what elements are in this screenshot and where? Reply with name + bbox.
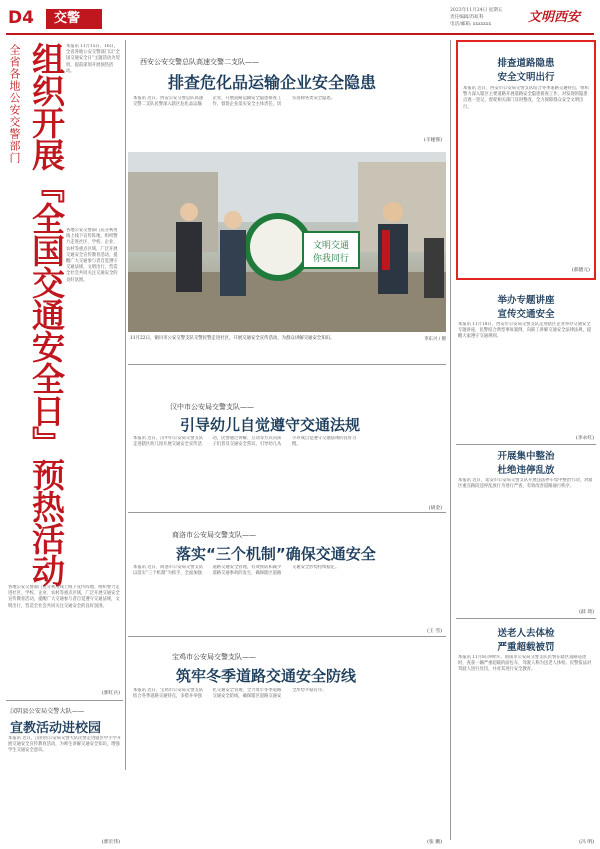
school-kicker: 汉阴县公安局交警大队—— [10,708,85,715]
divider [128,636,446,637]
divider [456,444,596,445]
side3-title-1: 送老人去体检 [497,628,555,639]
page-number: D4 [8,8,34,28]
boxed-article [456,40,596,280]
lead-body: 各地公安交警部门充分利用线上线下宣传阵地，组织警力走进社区、学校、企业、农村等重点区域，广泛开展交通安全宣传教育活动，提醒广大交通参与者自觉遵守交通法规，文明出行，营造全社会共同关注交通安全的良好氛围。 [66,228,118,283]
divider [450,40,451,840]
section-tag: 交警 [46,9,102,29]
winter-signature: (张 鹏) [427,840,442,845]
kids-kicker: 汉中市公安局交警支队—— [170,403,254,411]
contact-line: 电话/邮箱: xxxxxxx [450,22,492,27]
photo-caption: 11月22日，铜川市公安交警支队交警民警走进社区，开展交通安全宣传活动，为群众讲解交通安全知识。 [130,336,335,341]
lead-intro: 本报讯 11月15日、16日，全省各地公安交警部门以“全国交通安全日”主题活动为契机，提前谋划开展预热活动。 [66,44,120,74]
mechanism-title: 落实“三个机制”确保交通安全 [176,545,376,563]
lead-kicker: 全省各地公安交警部门 [8,44,21,164]
side2-body: 本报讯 近日，延安市公安局交警支队开展违法停车集中整治行动，对辖区重点路段违停乱放行为进行严查，有效改善道路通行秩序。 [458,478,593,490]
photo-illustration [128,152,446,332]
mechanism-signature: (王 雪) [427,629,442,634]
school-title: 宣教活动进校园 [10,721,102,736]
side2-signature: (薛 琦) [579,610,594,615]
side3-signature: (冯 明) [579,840,594,845]
date-line: 2023年11月24日 星期五 [450,8,503,13]
side3-title-2: 严重超载被罚 [497,642,555,653]
lead-continued: 各地公安交警部门充分利用线上线下宣传阵地，组织警力走进社区、学校、企业、农村等重点区域，广泛开展交通安全宣传教育活动，提醒广大交通参与者自觉遵守交通法规，文明出行，营造全社会共同关注交通安全的良好氛围。 [8,585,120,609]
sign-text-2: 你我同行 [312,254,350,264]
mechanism-body: 本报讯 近日，商洛市公安局交警支队以落实“三个机制”为抓手，全面加强道路交通安全管理，有效预防和减少道路交通事故的发生，确保辖区道路交通安全形势持续稳定。 [133,565,340,577]
hazmat-body: 本报讯 近日，西安公安交警总队高速交警二支队民警深入辖区危化品运输企业，开展道路运输安全隐患排查工作，督促企业落实安全主体责任，切实消除各类安全隐患。 [133,96,335,108]
hazmat-kicker: 西安公安交警总队高速交警二支队—— [140,58,259,66]
lead-title: 组织开展『全国交通安全日』预热活动 [27,42,66,586]
side3-body: 本报讯 11月8日9时许，渭南市公安局交警支队民警在辖区道路巡逻时，查获一辆严重超载的面包车，驾驶人称为送老人体检。民警依法对驾驶人进行处罚，并对其进行安全教育。 [458,655,592,673]
divider [6,700,123,701]
kids-signature: (胡金) [428,506,442,511]
side1-signature: (李永红) [575,436,594,441]
paper-logo: 文明西安 [528,10,581,25]
side1-body: 本报讯 11月18日，西安市公安局交警支队走进辖区企业举办交通安全专题讲座，民警结合典型事故案例，向职工讲解交通安全法律法规，提醒大家遵守交通规则。 [458,322,592,340]
divider [456,618,596,619]
editor-line: 责任编辑/苏虹科 [450,15,484,20]
hazmat-title: 排查危化品运输企业安全隐患 [168,73,377,92]
boxed-title-2: 安全文明出行 [497,72,555,83]
side2-title-1: 开展集中整治 [497,451,555,462]
lead-signature: (郭红兵) [101,691,120,696]
divider [128,364,446,365]
divider [128,512,446,513]
school-signature: (郭宏伟) [101,840,120,845]
boxed-body: 本报讯 近日，西安市公安局交警支队结合冬季道路交通特点，组织警力深入辖区主要道路开展道路安全隐患排查工作，对发现的隐患点逐一登记，督促相关部门及时整改，全力保障群众安全文明出行。 [463,86,589,110]
sign-text-1: 文明交通 [312,241,350,251]
boxed-title-1: 排查道路隐患 [497,58,555,69]
mechanism-kicker: 商洛市公安局交警支队—— [172,531,256,539]
winter-kicker: 宝鸡市公安局交警支队—— [172,653,256,661]
side2-title-2: 杜绝违停乱放 [497,465,555,476]
kids-body: 本报讯 近日，汉中市公安局交警支队走进辖区幼儿园开展交通安全宣传活动，民警通过讲解、互动等方式向孩子们普及交通安全常识，引导幼儿从小养成自觉遵守交通法规的良好习惯。 [133,436,357,448]
photo-credit: 李东兴 / 摄 [424,337,446,342]
divider [125,40,126,770]
winter-body: 本报讯 近日，宝鸡市公安局交警支队结合冬季道路交通特点，多措并举强化交通安全管理，全力筑牢冬季道路交通安全防线，确保辖区道路交通安全形势平稳有序。 [133,688,327,700]
side1-title-1: 举办专题讲座 [497,295,555,306]
hazmat-signature: (辛娅蓉) [423,138,442,143]
winter-title: 筑牢冬季道路交通安全防线 [176,667,357,685]
boxed-signature: (郝德元) [571,268,590,273]
side1-title-2: 宣传交通安全 [497,309,555,320]
masthead-rule [6,33,594,35]
news-photo [128,152,446,332]
lead-article [4,38,121,618]
school-body: 本报讯 近日，汉阴县公安局交警大队民警走进辖区中小学开展交通安全宣传教育活动，为师生讲解交通安全知识，增强学生交通安全意识。 [8,736,122,754]
masthead [0,0,600,34]
kids-title: 引导幼儿自觉遵守交通法规 [180,416,361,434]
